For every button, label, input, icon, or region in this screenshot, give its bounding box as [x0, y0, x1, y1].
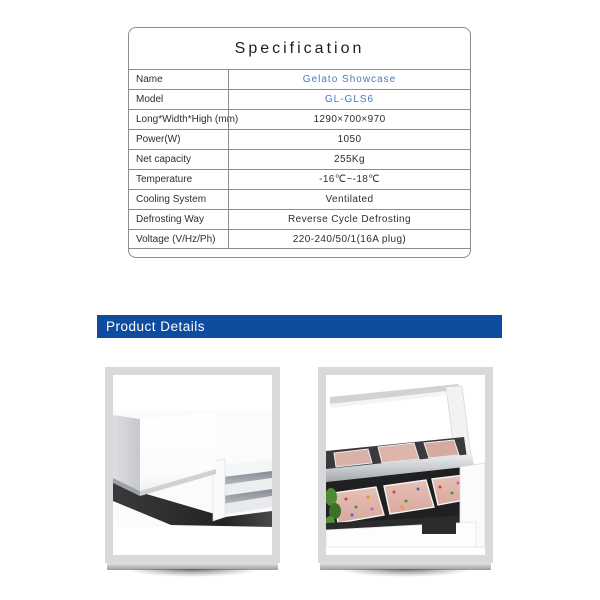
table-row	[129, 109, 470, 129]
spec-label-voltage: Voltage (V/Hz/Ph)	[136, 233, 216, 245]
table-row	[129, 189, 470, 209]
spec-value-name: Gelato Showcase	[228, 70, 470, 89]
spec-label-temperature: Temperature	[136, 174, 193, 185]
corner-photo-illustration	[113, 375, 272, 555]
photo-stand-shadow-left	[103, 569, 282, 582]
spec-value-dimensions: 1290×700×970	[228, 110, 470, 129]
display-photo-illustration	[326, 375, 485, 555]
spec-label-defrosting: Defrosting Way	[136, 214, 204, 225]
spec-label-capacity: Net capacity	[136, 154, 192, 165]
spec-value-model: GL-GLS6	[228, 90, 470, 109]
specification-title: Specification	[234, 39, 365, 57]
spec-label-model: Model	[136, 94, 164, 105]
table-row	[129, 89, 470, 109]
product-details-banner	[97, 315, 502, 338]
spec-label-name: Name	[136, 74, 163, 85]
table-row	[129, 169, 470, 189]
specification-table	[128, 27, 471, 258]
spec-value-power: 1050	[228, 130, 470, 149]
table-row	[129, 149, 470, 169]
spec-value-capacity: 255Kg	[228, 150, 470, 169]
table-row	[129, 209, 470, 229]
spec-label-power: Power(W)	[136, 134, 181, 145]
showcase-glass-display-photo	[318, 367, 493, 563]
photo-stand-shadow-right	[316, 569, 495, 582]
spec-label-cooling: Cooling System	[136, 194, 207, 205]
table-row	[129, 129, 470, 149]
spec-value-voltage: 220-240/50/1(16A plug)	[228, 230, 470, 248]
table-row	[129, 69, 470, 89]
table-row	[129, 229, 470, 249]
spec-value-cooling: Ventilated	[228, 190, 470, 209]
spec-value-defrosting: Reverse Cycle Defrosting	[228, 210, 470, 229]
spec-label-dimensions: Long*Width*High (mm)	[136, 114, 239, 125]
product-details-label: Product Details	[106, 319, 206, 334]
showcase-corner-closeup-photo	[105, 367, 280, 563]
spec-value-temperature: -16℃~-18℃	[228, 170, 470, 189]
